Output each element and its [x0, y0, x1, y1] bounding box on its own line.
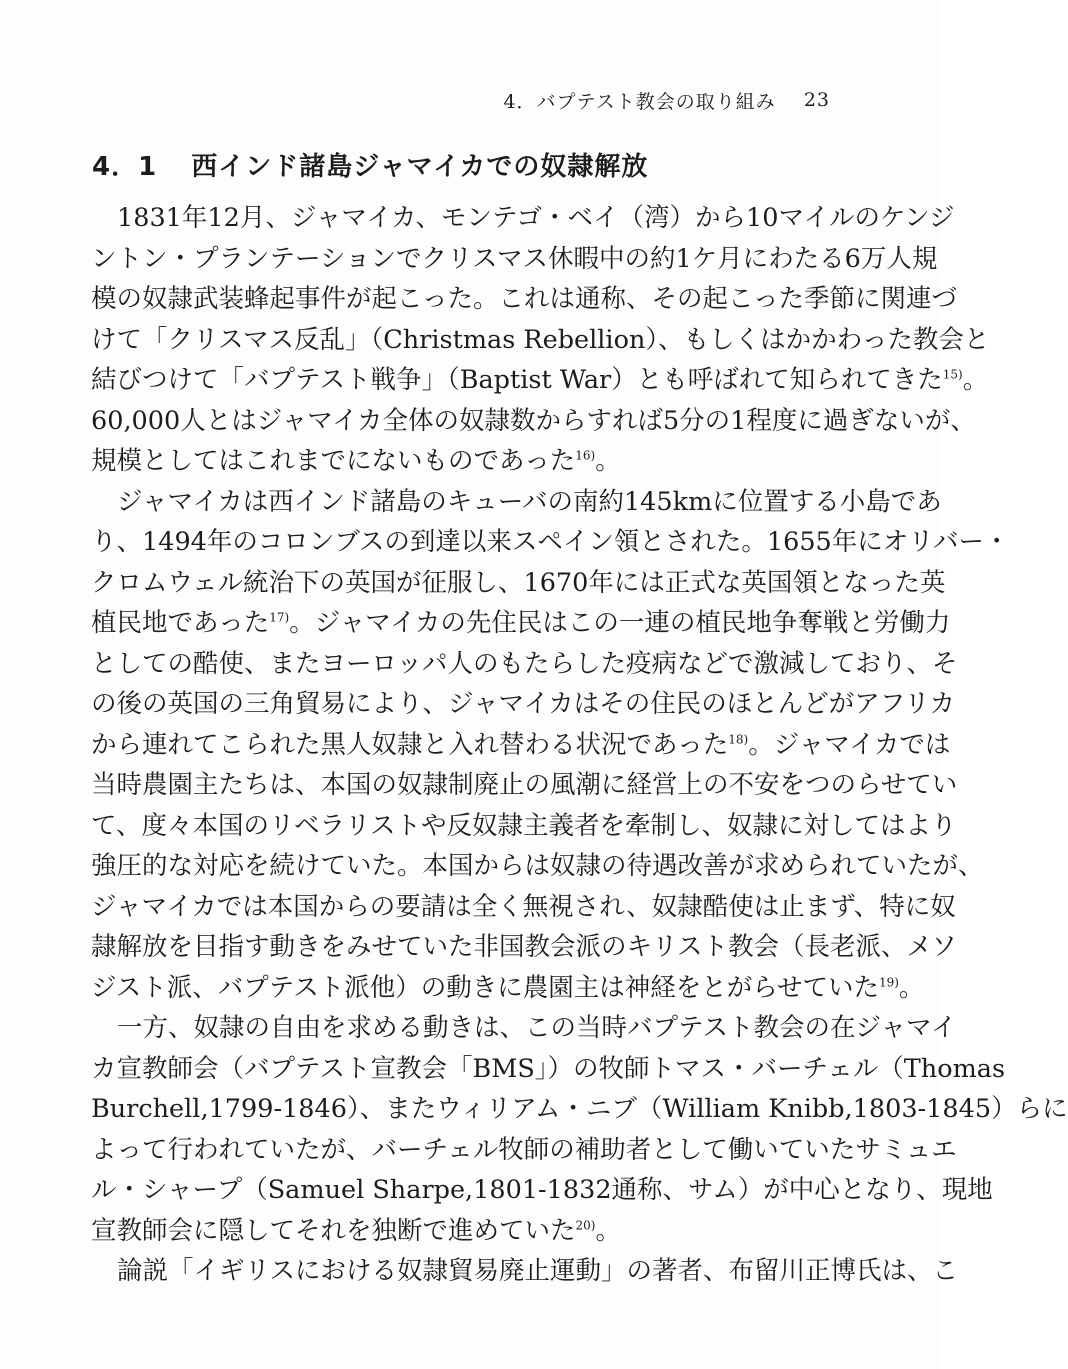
text-line — [91, 239, 938, 280]
line-text: 当時農園主たちは、本国の奴隷制廃止の風潮に経営上の不安をつのらせてい — [91, 770, 958, 800]
line-text: 。ジャマイカの先住民はこの一連の植民地争奪戦と労働力 — [289, 608, 951, 638]
text-line — [91, 441, 839, 482]
text-line — [91, 644, 958, 685]
section-number: 4．1 — [92, 152, 158, 182]
line-text: 植民地であった — [91, 608, 270, 638]
chapter-title: 4．バプテスト教会の取り組み — [503, 90, 776, 113]
section-title: 西インド諸島ジャマイカでの奴隷解放 — [191, 152, 649, 182]
text-line — [91, 360, 989, 401]
line-text: 一方、奴隷の自由を求める動きは、この当時バプテスト教会の在ジャマイ — [117, 1013, 957, 1043]
footnote-ref-20: 20) — [575, 1218, 596, 1232]
text-line — [91, 1089, 1068, 1130]
line-text: クロムウェル統治下の英国が征服し、1670年には正式な英国領となった英 — [91, 567, 946, 598]
running-header — [500, 86, 830, 114]
line-text: から連れてこられた黒人奴隷と入れ替わる状況であった — [91, 729, 729, 760]
text-line — [91, 1170, 993, 1211]
footnote-ref-18: 18) — [728, 732, 749, 746]
line-text: 60,000人とはジャマイカ全体の奴隷数からすれば5分の1程度に過ぎないが、 — [91, 405, 976, 436]
footnote-ref-19: 19) — [878, 975, 899, 989]
footnote-ref-17: 17) — [269, 610, 290, 625]
text-line — [91, 1251, 958, 1292]
text-line — [91, 846, 984, 887]
line-text: としての酷使、またヨーロッパ人のもたらした疫病などで激減しており、そ — [91, 648, 958, 679]
line-text: 模の奴隷武装蜂起事件が起こった。これは通称、その起こった季節に関連づ — [91, 284, 957, 314]
text-line — [91, 198, 955, 239]
text-line — [91, 725, 951, 766]
text-line — [91, 887, 956, 928]
text-line — [91, 603, 951, 644]
text-line — [91, 1049, 1006, 1090]
line-text: ジャマイカは西インド諸島のキューバの南約145kmに位置する小島であ — [117, 486, 942, 517]
line-text: の後の英国の三角貿易により、ジャマイカはその住民のほとんどがアフリカ — [91, 689, 955, 719]
line-text: 。 — [898, 972, 925, 1003]
line-text: 論説「イギリスにおける奴隷貿易廃止運動」の著者、布留川正博氏は、こ — [117, 1256, 958, 1286]
line-text: 規模としてはこれまでにないものであった — [91, 446, 576, 476]
text-line — [91, 1211, 839, 1252]
text-line — [91, 401, 976, 442]
text-line — [91, 320, 990, 361]
line-text: 隷解放を目指す動きをみせていた非国教会派のキリスト教会（長老派、メソ — [91, 932, 957, 962]
text-line — [91, 806, 957, 847]
line-text: 強圧的な対応を続けていた。本国からは奴隷の待遇改善が求められていたが、 — [91, 851, 984, 881]
line-text: けて「クリスマス反乱」（Christmas Rebellion）、もしくはかかわった教会と — [91, 324, 990, 355]
footnote-ref-16: 16) — [575, 448, 596, 463]
text-line — [91, 482, 942, 523]
line-text: 。ジャマイカでは — [748, 729, 951, 760]
text-line — [91, 522, 1010, 563]
text-line — [91, 968, 925, 1009]
line-text: 1831年12月、ジャマイカ、モンテゴ・ベイ（湾）から10マイルのケンジ — [117, 203, 955, 233]
line-text: ジスト派、バプテスト派他）の動きに農園主は神経をとがらせていた — [91, 972, 879, 1003]
line-text: ジャマイカでは本国からの要請は全く無視され、奴隷酷使は止まず、特に奴 — [91, 891, 956, 922]
footnote-ref-15: 15) — [942, 367, 963, 382]
line-text: て、度々本国のリベラリストや反奴隷主義者を牽制し、奴隷に対してはより — [91, 810, 957, 841]
text-line — [91, 684, 955, 725]
body-text — [91, 198, 1068, 1292]
page-number: 23 — [803, 89, 830, 111]
line-text: カ宣教師会（バプテスト宣教会「BMS」）の牧師トマス・バーチェル（Thomas — [91, 1053, 1006, 1084]
text-line — [91, 279, 957, 320]
line-text: 。 — [595, 1215, 621, 1246]
text-line — [91, 927, 957, 968]
line-text: 結びつけて「バプテスト戦争」（Baptist War）とも呼ばれて知られてきた — [91, 365, 943, 395]
text-line — [91, 1130, 957, 1171]
line-text: よって行われていたが、バーチェル牧師の補助者として働いていたサミュエ — [91, 1134, 957, 1165]
line-text: ル・シャープ（Samuel Sharpe,1801-1832通称、サム）が中心となり、現地 — [91, 1175, 993, 1205]
line-text: り、1494年のコロンブスの到達以来スペイン領とされた。1655年にオリバー・ — [91, 527, 1010, 557]
line-text: Burchell,1799-1846）、またウィリアム・ニブ（William Knibb,1803-1845）らに — [91, 1094, 1068, 1124]
line-text: 。 — [595, 446, 621, 476]
line-text: 。 — [962, 365, 989, 395]
text-line — [91, 563, 946, 604]
text-line — [91, 1008, 957, 1049]
text-line — [91, 765, 958, 806]
section-heading — [92, 146, 852, 183]
line-text: 宣教師会に隠してそれを独断で進めていた — [91, 1215, 576, 1246]
line-text: ントン・プランテーションでクリスマス休暇中の約1ケ月にわたる6万人規 — [91, 243, 938, 274]
